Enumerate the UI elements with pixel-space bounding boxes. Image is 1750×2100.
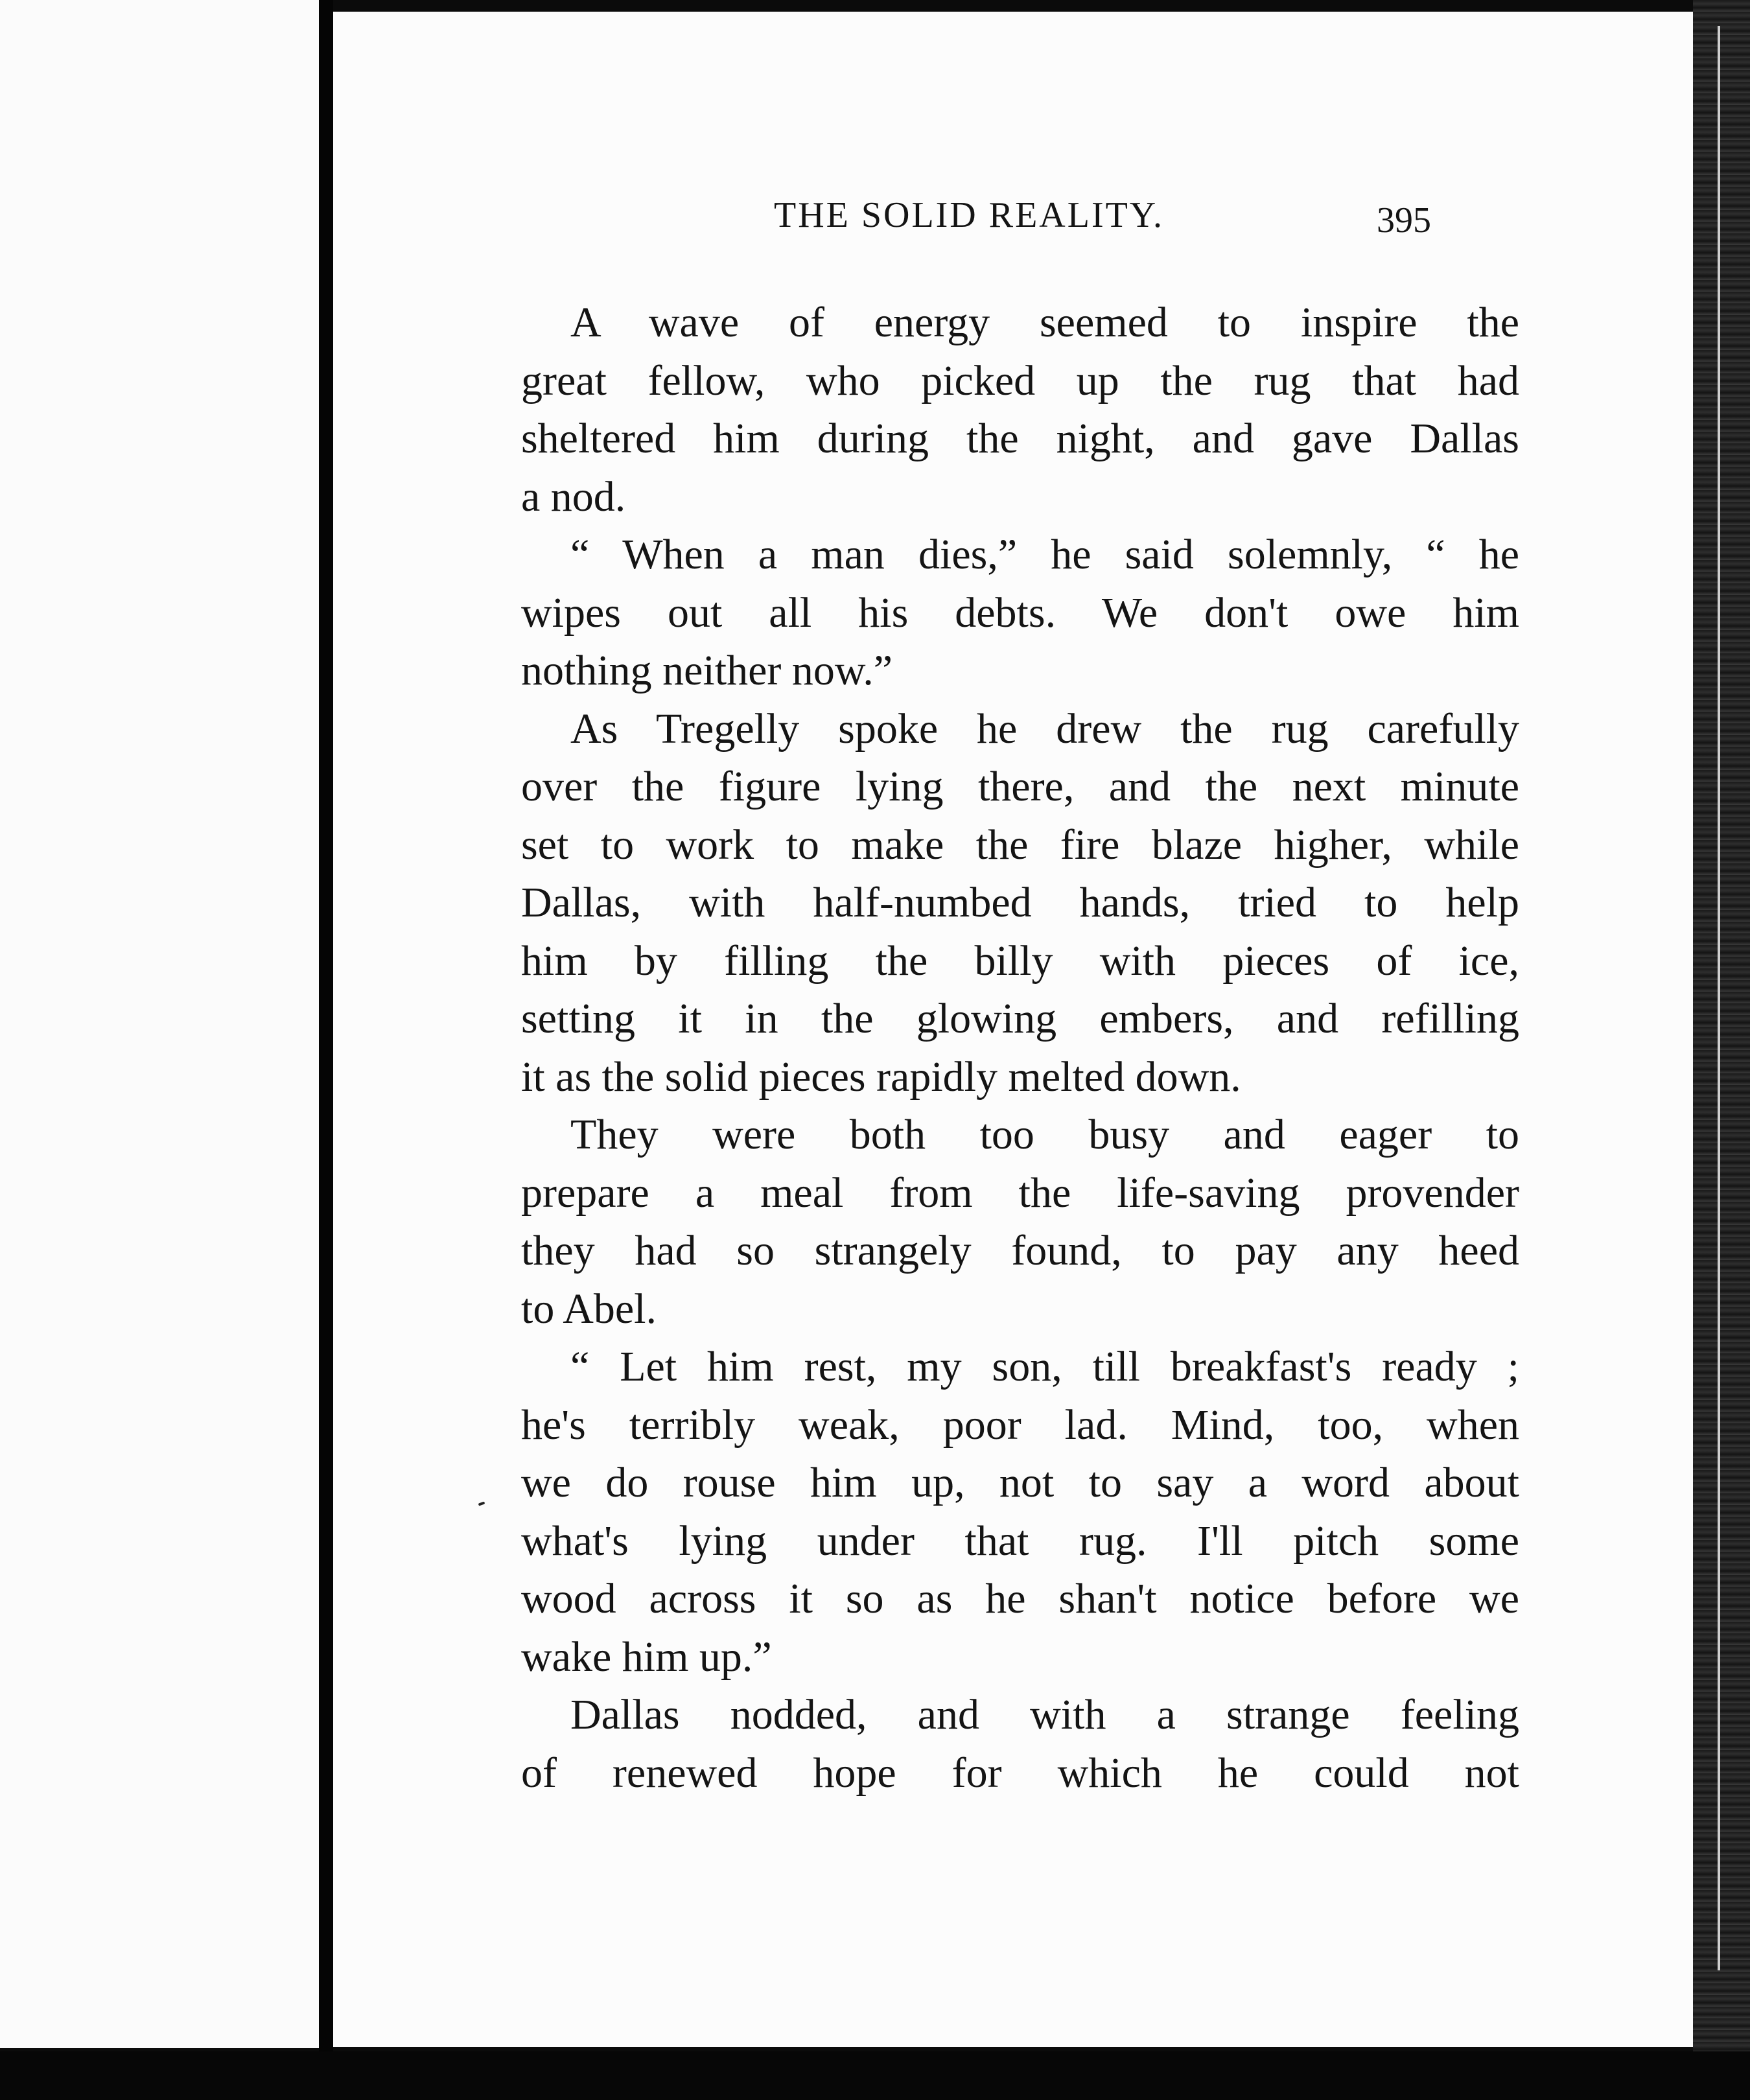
text-line: “ When a man dies,” he said solemnly, “ he <box>570 531 1519 578</box>
text-line: setting it in the glowing embers, and refilling <box>521 995 1519 1042</box>
text-line: wipes out all his debts. We don't owe him <box>521 589 1519 636</box>
text-line: over the figure lying there, and the next minute <box>521 763 1519 810</box>
page-header <box>433 194 1431 253</box>
right-page <box>333 12 1693 2047</box>
paragraph <box>521 294 1519 526</box>
text-line: As Tregelly spoke he drew the rug carefully <box>570 705 1519 752</box>
text-line: prepare a meal from the life-saving provender <box>521 1169 1519 1217</box>
text-line: wood across it so as he shan't notice before we <box>521 1575 1519 1622</box>
text-line: wake him up.” <box>521 1633 772 1681</box>
text-line: They were both too busy and eager to <box>570 1111 1519 1158</box>
text-line: a nod. <box>521 472 626 520</box>
book-gutter <box>319 0 333 2100</box>
page-number: 395 <box>1377 200 1431 240</box>
text-line: him by filling the billy with pieces of ice, <box>521 937 1519 985</box>
text-line: what's lying under that rug. I'll pitch some <box>521 1517 1519 1565</box>
text-line: A wave of energy seemed to inspire the <box>570 299 1519 346</box>
body-text <box>521 294 1519 1802</box>
page-edge-line <box>1718 26 1720 1970</box>
paragraph <box>521 700 1519 1106</box>
text-line: it as the solid pieces rapidly melted down. <box>521 1053 1241 1101</box>
text-line: to Abel. <box>521 1285 657 1333</box>
text-line: we do rouse him up, not to say a word about <box>521 1459 1519 1506</box>
text-line: of renewed hope for which he could not <box>521 1749 1519 1797</box>
text-line: Dallas, with half-numbed hands, tried to help <box>521 879 1519 926</box>
paragraph <box>521 1106 1519 1338</box>
text-line: great fellow, who picked up the rug that had <box>521 356 1519 404</box>
text-line: he's terribly weak, poor lad. Mind, too, when <box>521 1401 1519 1449</box>
margin-mark <box>478 1501 485 1506</box>
left-page <box>0 0 319 2048</box>
scan-bottom-band <box>0 2051 1750 2100</box>
text-line: sheltered him during the night, and gave Dallas <box>521 415 1519 462</box>
paragraph <box>521 1338 1519 1686</box>
text-line: “ Let him rest, my son, till breakfast's ready ; <box>570 1343 1519 1390</box>
book-cover-edge <box>1693 0 1750 2100</box>
text-line: Dallas nodded, and with a strange feeling <box>570 1691 1519 1738</box>
text-line: nothing neither now.” <box>521 647 893 694</box>
text-line: they had so strangely found, to pay any heed <box>521 1227 1519 1274</box>
running-head: THE SOLID REALITY. <box>774 195 1165 235</box>
paragraph <box>521 526 1519 700</box>
text-line: set to work to make the fire blaze higher, while <box>521 821 1519 869</box>
paragraph <box>521 1686 1519 1802</box>
